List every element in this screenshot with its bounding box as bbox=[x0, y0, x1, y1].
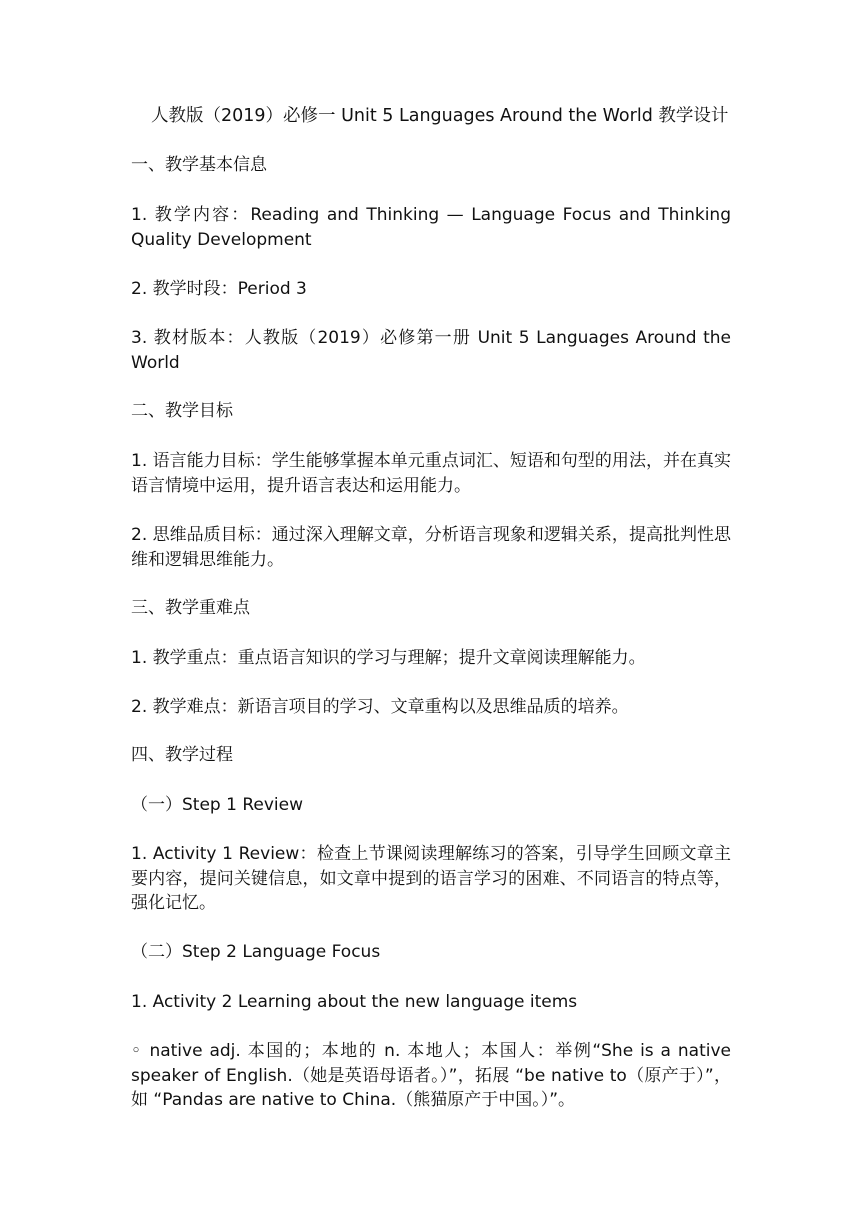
activity2-heading: 1. Activity 2 Learning about the new language items bbox=[131, 992, 578, 1012]
document-title: 人教版（2019）必修一 Unit 5 Languages Around the World 教学设计 bbox=[151, 106, 729, 126]
info-teaching-content: 1. 教学内容：Reading and Thinking — Language Focus and Thinking Quality Development bbox=[131, 205, 731, 250]
step2-heading: （二）Step 2 Language Focus bbox=[131, 942, 381, 962]
section-heading-process: 四、教学过程 bbox=[131, 745, 233, 765]
section-heading-key-points: 三、教学重难点 bbox=[131, 598, 250, 618]
objective-thinking-quality: 2. 思维品质目标：通过深入理解文章，分析语言现象和逻辑关系，提高批判性思维和逻辑思维能力。 bbox=[131, 525, 731, 570]
info-teaching-period: 2. 教学时段：Period 3 bbox=[131, 279, 307, 299]
info-textbook-edition: 3. 教材版本：人教版（2019）必修第一册 Unit 5 Languages Around the World bbox=[131, 328, 731, 373]
activity1-review: 1. Activity 1 Review：检查上节课阅读理解练习的答案，引导学生回顾文章主要内容，提问关键信息，如文章中提到的语言学习的困难、不同语言的特点等，强化记忆。 bbox=[131, 844, 731, 913]
key-point-focus: 1. 教学重点：重点语言知识的学习与理解；提升文章阅读理解能力。 bbox=[131, 648, 646, 668]
step1-heading: （一）Step 1 Review bbox=[131, 795, 303, 815]
section-heading-basic-info: 一、教学基本信息 bbox=[131, 155, 267, 175]
objective-language-ability: 1. 语言能力目标：学生能够掌握本单元重点词汇、短语和句型的用法，并在真实语言情境中运用，提升语言表达和运用能力。 bbox=[131, 451, 731, 496]
section-heading-objectives: 二、教学目标 bbox=[131, 401, 233, 421]
vocab-native: ◦ native adj. 本国的；本地的 n. 本地人；本国人：举例“She is a native speaker of English.（她是英语母语者。）”，拓展 “be native to（原产于）”，如 “Pandas are native to China.（熊猫原产于中国。）”。 bbox=[131, 1041, 731, 1110]
key-point-difficulty: 2. 教学难点：新语言项目的学习、文章重构以及思维品质的培养。 bbox=[131, 697, 629, 717]
